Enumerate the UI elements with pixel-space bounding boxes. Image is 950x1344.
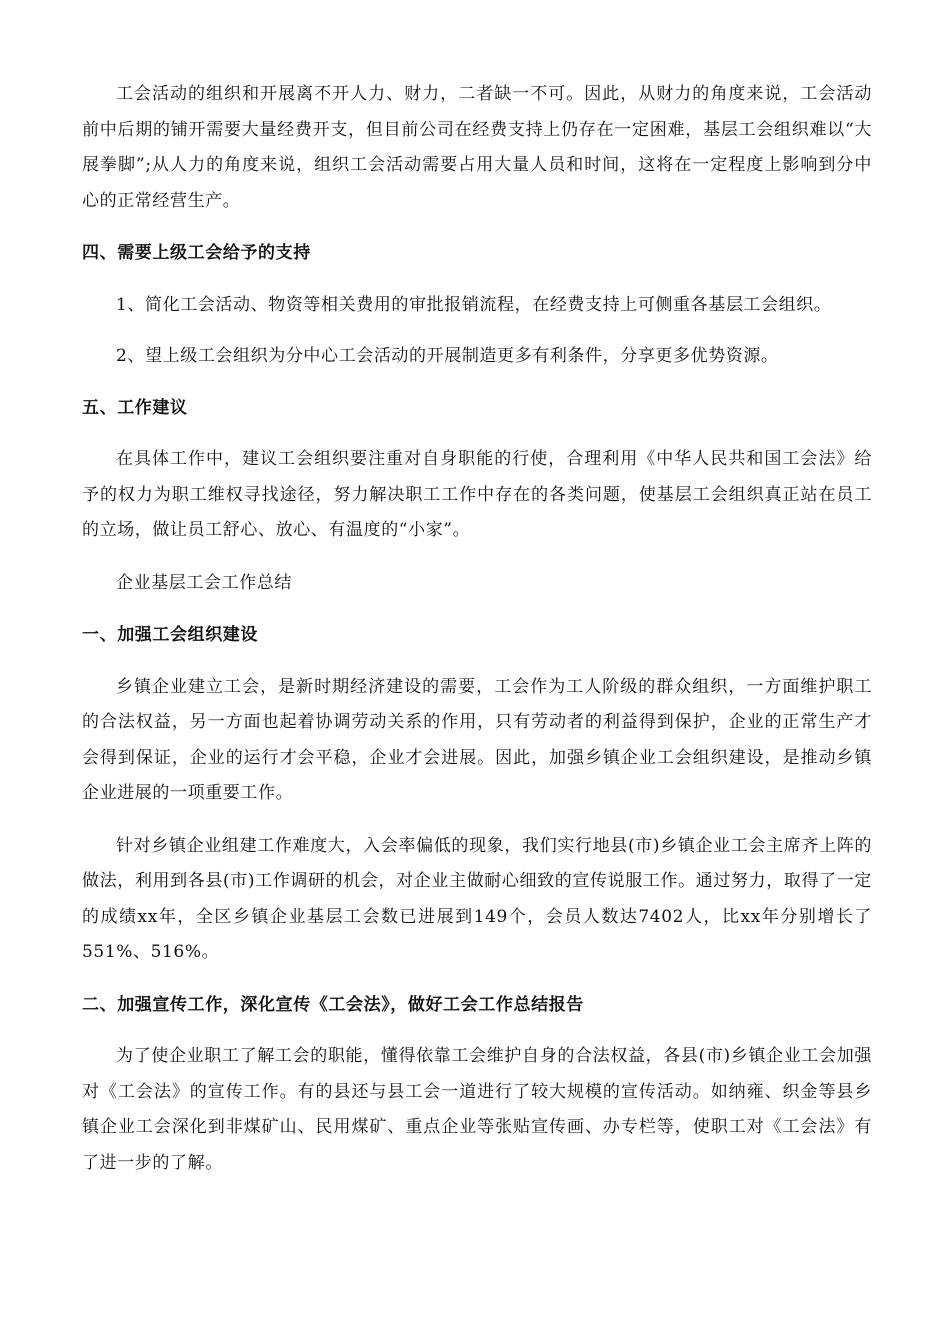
paragraph-support-1: 1、简化工会活动、物资等相关费用的审批报销流程，在经费支持上可侧重各基层工会组织。 [116,294,832,315]
paragraph-publicity: 为了使企业职工了解工会的职能，懂得依靠工会维护自身的合法权益，各县(市)乡镇企业工会加强对《工会法》的宣传工作。有的县还与县工会一道进行了较大规模的宣传活动。如纳雍、织金等县乡镇企业工会深化到非煤矿山、民用煤矿、重点企业等张贴宣传画、办专栏等，使职工对《工会法》有了进一步的了解。 [82,1046,872,1173]
heading-section-1b: 一、加强工会组织建设 [82,625,258,645]
document-page [82,77,872,1181]
paragraph-work-suggestion: 在具体工作中，建议工会组织要注重对自身职能的行使，合理利用《中华人民共和国工会法》给予的权力为职工维权寻找途径，努力解决职工工作中存在的各类问题，使基层工会组织真正站在员工的立场，做让员工舒心、放心、有温度的“小家”。 [82,449,872,540]
paragraph-funding-manpower: 工会活动的组织和开展离不开人力、财力，二者缺一不可。因此，从财力的角度来说，工会活动前中后期的铺开需要大量经费开支，但目前公司在经费支持上仍存在一定困难，基层工会组织难以“大展拳脚”;从人力的角度来说，组织工会活动需要占用大量人员和时间，这将在一定程度上影响到分中心的正常经营生产。 [82,84,872,211]
paragraph-union-building: 乡镇企业建立工会，是新时期经济建设的需要，工会作为工人阶级的群众组织，一方面维护职工的合法权益，另一方面也起着协调劳动关系的作用，只有劳动者的利益得到保护，企业的正常生产才会得到保证，企业的运行才会平稳，企业才会进展。因此，加强乡镇企业工会组织建设，是推动乡镇企业进展的一项重要工作。 [82,676,872,803]
heading-section-4: 四、需要上级工会给予的支持 [82,243,311,263]
paragraph-support-2: 2、望上级工会组织为分中心工会活动的开展制造更多有利条件，分享更多优势资源。 [116,346,779,366]
heading-section-2b: 二、加强宣传工作，深化宣传《工会法》，做好工会工作总结报告 [82,994,584,1015]
paragraph-membership-stats: 针对乡镇企业组建工作难度大，入会率偏低的现象，我们实行地县(市)乡镇企业工会主席齐上阵的做法，利用到各县(市)工作调研的机会，对企业主做耐心细致的宣传说服工作。通过努力，取得了一定的成绩xx年，全区乡镇企业基层工会数已进展到149个，会员人数达7402人，比xx年分别增长了551%、516%。 [82,835,872,962]
heading-section-5: 五、工作建议 [82,397,188,418]
document-subtitle: 企业基层工会工作总结 [116,572,292,593]
